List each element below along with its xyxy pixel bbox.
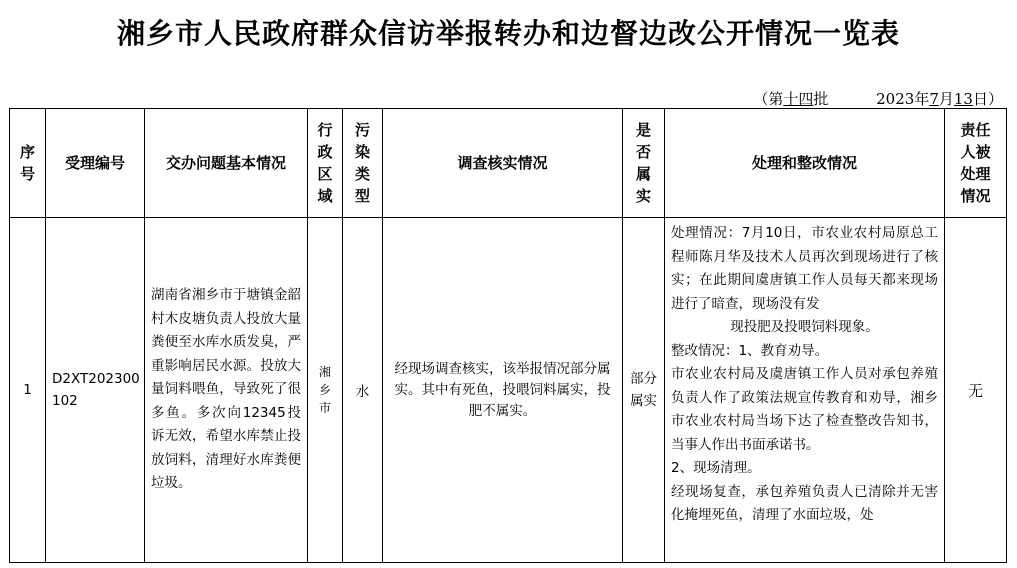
handling-para-2: 整改情况：1、教育劝导。 [671,342,829,359]
header-investigation: 调查核实情况 [383,109,623,218]
cell-code: D2XT202300102 [46,218,145,563]
handling-para-4: 2、现场清理。 [671,460,761,476]
header-accountability: 责任人被处理情况 [945,109,1007,218]
cell-investigation: 经现场调查核实，该举报情况部分属实。其中有死鱼，投喂饲料属实，投肥不属实。 [383,218,623,563]
handling-para-5: 经现场复查，承包养殖负责人已清除并无害化掩埋死鱼，清理了水面垃圾，处 [671,483,938,523]
cell-is-true: 部分属实 [623,218,665,563]
header-row [10,109,1007,218]
batch-day: 13 [953,90,973,108]
cell-pollution: 水 [343,218,383,563]
cell-region: 湘乡市 [308,218,343,563]
cell-accountability: 无 [945,218,1007,563]
header-pollution: 污染类型 [343,109,383,218]
handling-para-1b: 现投肥及投喂饲料现象。 [730,319,879,335]
cell-handling [665,218,945,563]
batch-info: （第十四批 2023年7月13日） [753,90,1003,108]
header-is-true: 是否属实 [623,109,665,218]
header-region: 行政区域 [308,109,343,218]
header-handling: 处理和整改情况 [665,109,945,218]
header-code: 受理编号 [46,109,145,218]
batch-year: 2023 [876,90,915,108]
handling-para-1: 处理情况：7月10日，市农业农村局原总工程师陈月华及技术人员再次到现场进行了核实；在此期间虞唐镇工作人员每天都来现场进行了暗查，现场没有发 [671,225,938,312]
header-problem: 交办问题基本情况 [145,109,308,218]
header-index: 序号 [10,109,46,218]
batch-number: 十四 [783,90,814,108]
page-title: 湘乡市人民政府群众信访举报转办和边督边改公开情况一览表 [116,17,900,50]
batch-month: 7 [929,90,939,108]
table-row [10,218,1007,563]
handling-para-3: 市农业农村局及虞唐镇工作人员对承包养殖负责人作了政策法规宣传教育和劝导，湘乡市农业农村局当场下达了检查整改告知书，当事人作出书面承诺书。 [671,366,938,453]
cell-problem: 湖南省湘乡市于塘镇金韶村木皮塘负责人投放大量粪便至水库水质发臭，严重影响居民水源。投放大量饲料喂鱼，导致死了很多鱼。多次向12345投诉无效，希望水库禁止投放饲料，清理好水库粪便垃圾。 [145,218,308,563]
cell-index: 1 [10,218,46,563]
report-table [9,108,1007,563]
